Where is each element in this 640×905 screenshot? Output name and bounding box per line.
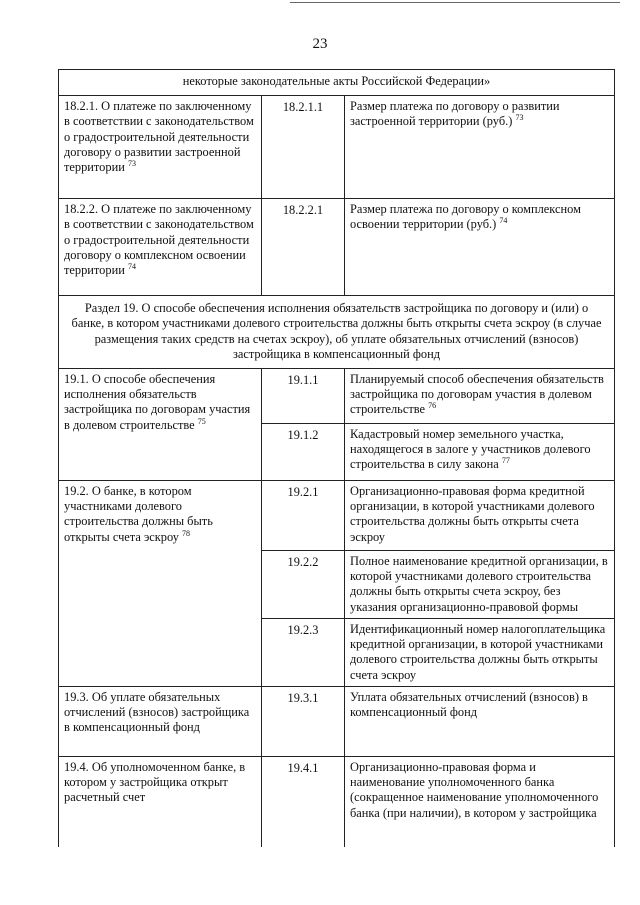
description-cell: Организационно-правовая форма и наименование уполномоченного банка (сокращенное наименование уполномоченного банка (при наличии), в котором у застройщика [345, 757, 615, 847]
code-cell: 19.2.1 [262, 481, 345, 551]
description-cell: Организационно-правовая форма кредитной организации, в которой участниками долевого строительства должны быть открыты счета эскроу [345, 481, 615, 551]
table-row [59, 199, 615, 296]
table-row [59, 481, 615, 551]
code-cell: 19.2.2 [262, 551, 345, 619]
continuation-header: некоторые законодательные акты Российской Федерации» [59, 70, 615, 96]
footnote-ref: 77 [501, 456, 510, 466]
footnote-ref: 73 [515, 113, 524, 123]
page-number: 23 [312, 36, 328, 52]
table-row [59, 687, 615, 757]
description-cell: Уплата обязательных отчислений (взносов) в компенсационный фонд [345, 687, 615, 757]
table-row [59, 96, 615, 199]
table-row [59, 369, 615, 424]
code-cell: 19.3.1 [262, 687, 345, 757]
code-cell: 18.2.1.1 [262, 96, 345, 199]
section-cell: 19.4. Об уполномоченном банке, в котором у застройщика открыт расчетный счет [59, 757, 262, 847]
description-cell: Полное наименование кредитной организации, в которой участниками долевого строительства должны быть открыты счета эскроу, без указания организационно-правовой формы [345, 551, 615, 619]
code-cell: 19.1.2 [262, 424, 345, 481]
table-row [59, 757, 615, 847]
code-cell: 18.2.2.1 [262, 199, 345, 296]
section-19-title: Раздел 19. О способе обеспечения исполнения обязательств застройщика по договору и (или) о банке, в котором участниками долевого строительства должны быть открыты счета эскроу (в случае размещения таких средств на счетах эскроу), об уплате обязательных отчислений (взносов) застройщика в компенсационный фонд [59, 296, 615, 369]
footnote-ref: 74 [499, 216, 508, 226]
section-cell: 19.2. О банке, в котором участниками долевого строительства должны быть открыты счета эскроу $^{78}$ [59, 481, 262, 687]
section-cell: 18.2.1. О платеже по заключенному в соответствии с законодательством о градостроительной деятельности договору о развитии застроенной территории $^{73}$ [59, 96, 262, 199]
footnote-ref: 74 [127, 261, 136, 271]
footnote-ref: 78 [182, 528, 191, 538]
description-cell: Кадастровый номер земельного участка, находящегося в залоге у участников долевого строительства в силу закона $^{77}$ [345, 424, 615, 481]
description-cell: Планируемый способ обеспечения обязательств застройщика по договорам участия в долевом строительстве $^{76}$ [345, 369, 615, 424]
section-cell: 19.3. Об уплате обязательных отчислений (взносов) застройщика в компенсационный фонд [59, 687, 262, 757]
footnote-ref: 73 [127, 158, 136, 168]
footnote-ref: 75 [197, 416, 206, 426]
section-cell: 18.2.2. О платеже по заключенному в соответствии с законодательством о градостроительной деятельности договору о комплексном освоении территории $^{74}$ [59, 199, 262, 296]
code-cell: 19.2.3 [262, 619, 345, 687]
scan-top-rule [290, 2, 620, 3]
section-cell: 19.1. О способе обеспечения исполнения обязательств застройщика по договорам участия в долевом строительстве $^{75}$ [59, 369, 262, 481]
description-cell: Идентификационный номер налогоплательщика кредитной организации, в которой участниками долевого строительства должны быть открыты счета эскроу [345, 619, 615, 687]
description-cell: Размер платежа по договору о развитии застроенной территории (руб.) $^{73}$ [345, 96, 615, 199]
code-cell: 19.4.1 [262, 757, 345, 847]
document-table [58, 69, 615, 847]
description-cell: Размер платежа по договору о комплексном освоении территории (руб.) $^{74}$ [345, 199, 615, 296]
footnote-ref: 76 [428, 401, 437, 411]
section-title-row [59, 296, 615, 369]
table-header-row [59, 70, 615, 96]
code-cell: 19.1.1 [262, 369, 345, 424]
